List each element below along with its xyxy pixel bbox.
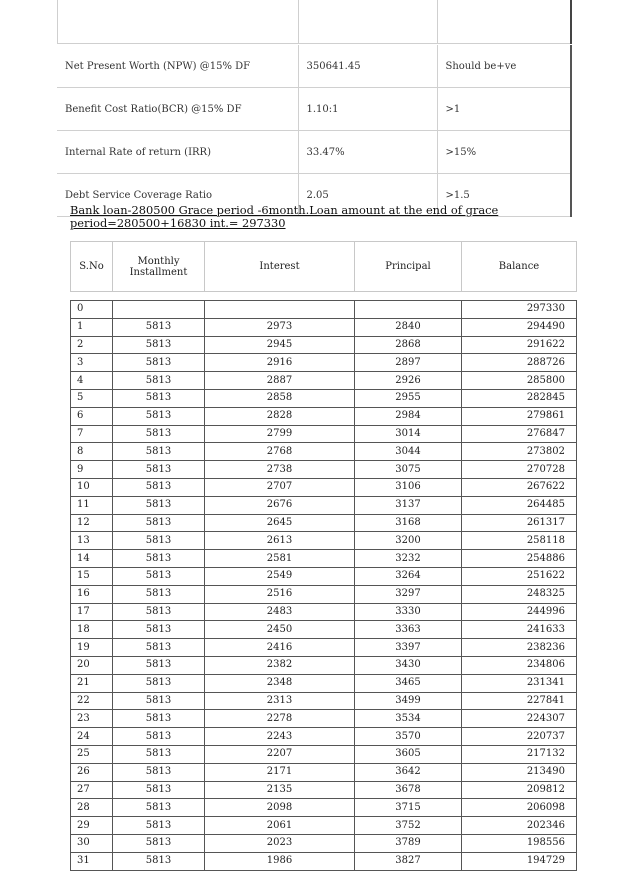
cell-sno: 25: [71, 745, 113, 763]
cell-installment: 5813: [113, 674, 205, 692]
metric-value: 2.05: [298, 174, 437, 217]
cell-principal: 3752: [355, 817, 462, 835]
cell-interest: 2799: [205, 425, 355, 443]
cell-interest: 2707: [205, 478, 355, 496]
cell-balance: 254886: [462, 550, 577, 568]
table-row: [71, 318, 577, 336]
cell-principal: 3605: [355, 745, 462, 763]
cell-principal: 3827: [355, 852, 462, 870]
cell-interest: 2171: [205, 763, 355, 781]
table-border-top: [57, 43, 570, 44]
cell-sno: 19: [71, 639, 113, 657]
cell-interest: 2738: [205, 461, 355, 479]
cell-balance: 213490: [462, 763, 577, 781]
cell-installment: 5813: [113, 603, 205, 621]
cell-sno: 31: [71, 852, 113, 870]
financial-metrics-table: [57, 45, 572, 217]
cell-installment: 5813: [113, 407, 205, 425]
cell-interest: 2023: [205, 834, 355, 852]
cell-installment: 5813: [113, 567, 205, 585]
table-row: [71, 389, 577, 407]
cell-sno: 3: [71, 354, 113, 372]
cell-interest: 2828: [205, 407, 355, 425]
table-row: [71, 621, 577, 639]
table-row: [71, 301, 577, 319]
table-row: [71, 834, 577, 852]
cell-balance: 244996: [462, 603, 577, 621]
cell-interest: [205, 301, 355, 319]
table-row: [71, 567, 577, 585]
cell-installment: 5813: [113, 781, 205, 799]
cell-sno: 9: [71, 461, 113, 479]
cell-principal: 3264: [355, 567, 462, 585]
cell-principal: 3715: [355, 799, 462, 817]
table-border-stub: [570, 0, 572, 44]
cell-balance: 261317: [462, 514, 577, 532]
cell-sno: 14: [71, 550, 113, 568]
cell-sno: 11: [71, 496, 113, 514]
cell-sno: 8: [71, 443, 113, 461]
table-row: [71, 336, 577, 354]
table-row: [71, 461, 577, 479]
cell-balance: 273802: [462, 443, 577, 461]
cell-principal: 2868: [355, 336, 462, 354]
cell-principal: 3330: [355, 603, 462, 621]
cell-interest: 2135: [205, 781, 355, 799]
cell-installment: 5813: [113, 532, 205, 550]
table-row: [71, 781, 577, 799]
table-row: [71, 496, 577, 514]
cell-sno: 20: [71, 656, 113, 674]
cell-balance: 241633: [462, 621, 577, 639]
cell-balance: 238236: [462, 639, 577, 657]
cell-balance: 209812: [462, 781, 577, 799]
cell-installment: [113, 301, 205, 319]
repayment-schedule-table: [70, 241, 577, 871]
cell-principal: 3168: [355, 514, 462, 532]
cell-balance: 288726: [462, 354, 577, 372]
cell-balance: 231341: [462, 674, 577, 692]
cell-installment: 5813: [113, 639, 205, 657]
cell-balance: 206098: [462, 799, 577, 817]
metric-criterion: >1: [437, 88, 571, 131]
cell-principal: 3044: [355, 443, 462, 461]
cell-interest: 2581: [205, 550, 355, 568]
loan-title: Bank loan-280500 Grace period -6month.Loan amount at the end of grace period=280500+16830 int.= 297330: [70, 203, 499, 230]
cell-balance: 220737: [462, 728, 577, 746]
cell-sno: 10: [71, 478, 113, 496]
header-spacer: [71, 292, 577, 301]
metric-row: [57, 88, 571, 131]
cell-sno: 18: [71, 621, 113, 639]
metric-criterion: Should be+ve: [437, 45, 571, 88]
metric-row: [57, 45, 571, 88]
cell-principal: 3465: [355, 674, 462, 692]
cell-interest: 2450: [205, 621, 355, 639]
metric-criterion: >1.5: [437, 174, 571, 217]
cell-balance: 251622: [462, 567, 577, 585]
cell-sno: 13: [71, 532, 113, 550]
cell-principal: 3014: [355, 425, 462, 443]
cell-sno: 15: [71, 567, 113, 585]
cell-principal: 3200: [355, 532, 462, 550]
cell-sno: 12: [71, 514, 113, 532]
cell-sno: 23: [71, 710, 113, 728]
cell-sno: 27: [71, 781, 113, 799]
cell-balance: 276847: [462, 425, 577, 443]
table-row: [71, 425, 577, 443]
cell-balance: 279861: [462, 407, 577, 425]
cell-installment: 5813: [113, 318, 205, 336]
header-balance: Balance: [462, 242, 577, 292]
table-row: [71, 799, 577, 817]
cell-interest: 2768: [205, 443, 355, 461]
metric-value: 350641.45: [298, 45, 437, 88]
cell-installment: 5813: [113, 728, 205, 746]
table-row: [71, 603, 577, 621]
cell-sno: 5: [71, 389, 113, 407]
cell-interest: 2207: [205, 745, 355, 763]
cell-principal: 3789: [355, 834, 462, 852]
cell-balance: 291622: [462, 336, 577, 354]
cell-principal: [355, 301, 462, 319]
cell-principal: 3534: [355, 710, 462, 728]
cell-sno: 0: [71, 301, 113, 319]
cell-principal: 2840: [355, 318, 462, 336]
cell-balance: 217132: [462, 745, 577, 763]
cell-interest: 2887: [205, 372, 355, 390]
cell-sno: 7: [71, 425, 113, 443]
table-row: [71, 585, 577, 603]
cell-installment: 5813: [113, 834, 205, 852]
cell-installment: 5813: [113, 621, 205, 639]
table-row: [71, 745, 577, 763]
cell-interest: 2382: [205, 656, 355, 674]
cell-interest: 2098: [205, 799, 355, 817]
cell-principal: 3499: [355, 692, 462, 710]
table-row: [71, 478, 577, 496]
cell-principal: 3678: [355, 781, 462, 799]
table-row: [71, 372, 577, 390]
cell-installment: 5813: [113, 852, 205, 870]
cell-balance: 202346: [462, 817, 577, 835]
table-row: [71, 728, 577, 746]
cell-interest: 2348: [205, 674, 355, 692]
cell-interest: 2613: [205, 532, 355, 550]
table-row: [71, 407, 577, 425]
cell-principal: 3232: [355, 550, 462, 568]
metric-value: 1.10:1: [298, 88, 437, 131]
cell-balance: 270728: [462, 461, 577, 479]
table-row: [71, 674, 577, 692]
table-row: [71, 692, 577, 710]
cell-interest: 2858: [205, 389, 355, 407]
cell-principal: 2926: [355, 372, 462, 390]
cell-balance: 294490: [462, 318, 577, 336]
cell-interest: 2516: [205, 585, 355, 603]
cell-balance: 224307: [462, 710, 577, 728]
cell-installment: 5813: [113, 550, 205, 568]
cell-installment: 5813: [113, 461, 205, 479]
cell-balance: 264485: [462, 496, 577, 514]
cell-sno: 26: [71, 763, 113, 781]
metric-value: 33.47%: [298, 131, 437, 174]
cell-installment: 5813: [113, 443, 205, 461]
cell-installment: 5813: [113, 354, 205, 372]
cell-principal: 3430: [355, 656, 462, 674]
cell-installment: 5813: [113, 478, 205, 496]
cell-installment: 5813: [113, 763, 205, 781]
cell-installment: 5813: [113, 710, 205, 728]
cell-principal: 2897: [355, 354, 462, 372]
cell-sno: 28: [71, 799, 113, 817]
cell-installment: 5813: [113, 425, 205, 443]
cell-installment: 5813: [113, 372, 205, 390]
cell-interest: 2243: [205, 728, 355, 746]
header-interest: Interest: [205, 242, 355, 292]
table-border-stub: [57, 0, 58, 44]
cell-sno: 2: [71, 336, 113, 354]
cell-balance: 198556: [462, 834, 577, 852]
cell-interest: 2313: [205, 692, 355, 710]
table-row: [71, 852, 577, 870]
cell-balance: 297330: [462, 301, 577, 319]
table-row: [71, 443, 577, 461]
table-border-stub: [437, 0, 438, 44]
cell-installment: 5813: [113, 745, 205, 763]
cell-balance: 267622: [462, 478, 577, 496]
cell-installment: 5813: [113, 692, 205, 710]
metric-label: Internal Rate of return (IRR): [57, 131, 298, 174]
cell-sno: 16: [71, 585, 113, 603]
cell-installment: 5813: [113, 389, 205, 407]
cell-interest: 2916: [205, 354, 355, 372]
cell-installment: 5813: [113, 799, 205, 817]
table-border-stub: [298, 0, 299, 44]
cell-interest: 2645: [205, 514, 355, 532]
cell-principal: 3363: [355, 621, 462, 639]
cell-balance: 282845: [462, 389, 577, 407]
cell-sno: 24: [71, 728, 113, 746]
cell-installment: 5813: [113, 336, 205, 354]
cell-principal: 3075: [355, 461, 462, 479]
cell-balance: 285800: [462, 372, 577, 390]
metric-label: Debt Service Coverage Ratio: [57, 174, 298, 217]
metric-criterion: >15%: [437, 131, 571, 174]
metric-label: Net Present Worth (NPW) @15% DF: [57, 45, 298, 88]
cell-interest: 2973: [205, 318, 355, 336]
header-sno: S.No: [71, 242, 113, 292]
cell-principal: 2984: [355, 407, 462, 425]
cell-sno: 17: [71, 603, 113, 621]
table-row: [71, 550, 577, 568]
cell-sno: 4: [71, 372, 113, 390]
table-row: [71, 354, 577, 372]
cell-installment: 5813: [113, 514, 205, 532]
cell-interest: 2945: [205, 336, 355, 354]
cell-interest: 2278: [205, 710, 355, 728]
cell-principal: 3137: [355, 496, 462, 514]
cell-installment: 5813: [113, 496, 205, 514]
cell-interest: 1986: [205, 852, 355, 870]
cell-installment: 5813: [113, 656, 205, 674]
table-row: [71, 710, 577, 728]
cell-sno: 30: [71, 834, 113, 852]
metric-row: [57, 131, 571, 174]
cell-balance: 194729: [462, 852, 577, 870]
cell-sno: 22: [71, 692, 113, 710]
header-monthly-installment: Monthly Installment: [113, 242, 205, 292]
cell-interest: 2061: [205, 817, 355, 835]
table-row: [71, 763, 577, 781]
cell-interest: 2483: [205, 603, 355, 621]
cell-interest: 2549: [205, 567, 355, 585]
schedule-header-row: [71, 242, 577, 292]
cell-installment: 5813: [113, 585, 205, 603]
cell-balance: 248325: [462, 585, 577, 603]
cell-installment: 5813: [113, 817, 205, 835]
cell-principal: 3642: [355, 763, 462, 781]
metric-label: Benefit Cost Ratio(BCR) @15% DF: [57, 88, 298, 131]
cell-interest: 2416: [205, 639, 355, 657]
cell-sno: 6: [71, 407, 113, 425]
cell-sno: 1: [71, 318, 113, 336]
cell-principal: 3297: [355, 585, 462, 603]
cell-sno: 29: [71, 817, 113, 835]
table-row: [71, 639, 577, 657]
cell-principal: 2955: [355, 389, 462, 407]
table-row: [71, 656, 577, 674]
cell-balance: 258118: [462, 532, 577, 550]
cell-balance: 234806: [462, 656, 577, 674]
cell-principal: 3106: [355, 478, 462, 496]
table-row: [71, 514, 577, 532]
cell-sno: 21: [71, 674, 113, 692]
table-row: [71, 532, 577, 550]
header-principal: Principal: [355, 242, 462, 292]
cell-interest: 2676: [205, 496, 355, 514]
cell-principal: 3570: [355, 728, 462, 746]
cell-balance: 227841: [462, 692, 577, 710]
cell-principal: 3397: [355, 639, 462, 657]
